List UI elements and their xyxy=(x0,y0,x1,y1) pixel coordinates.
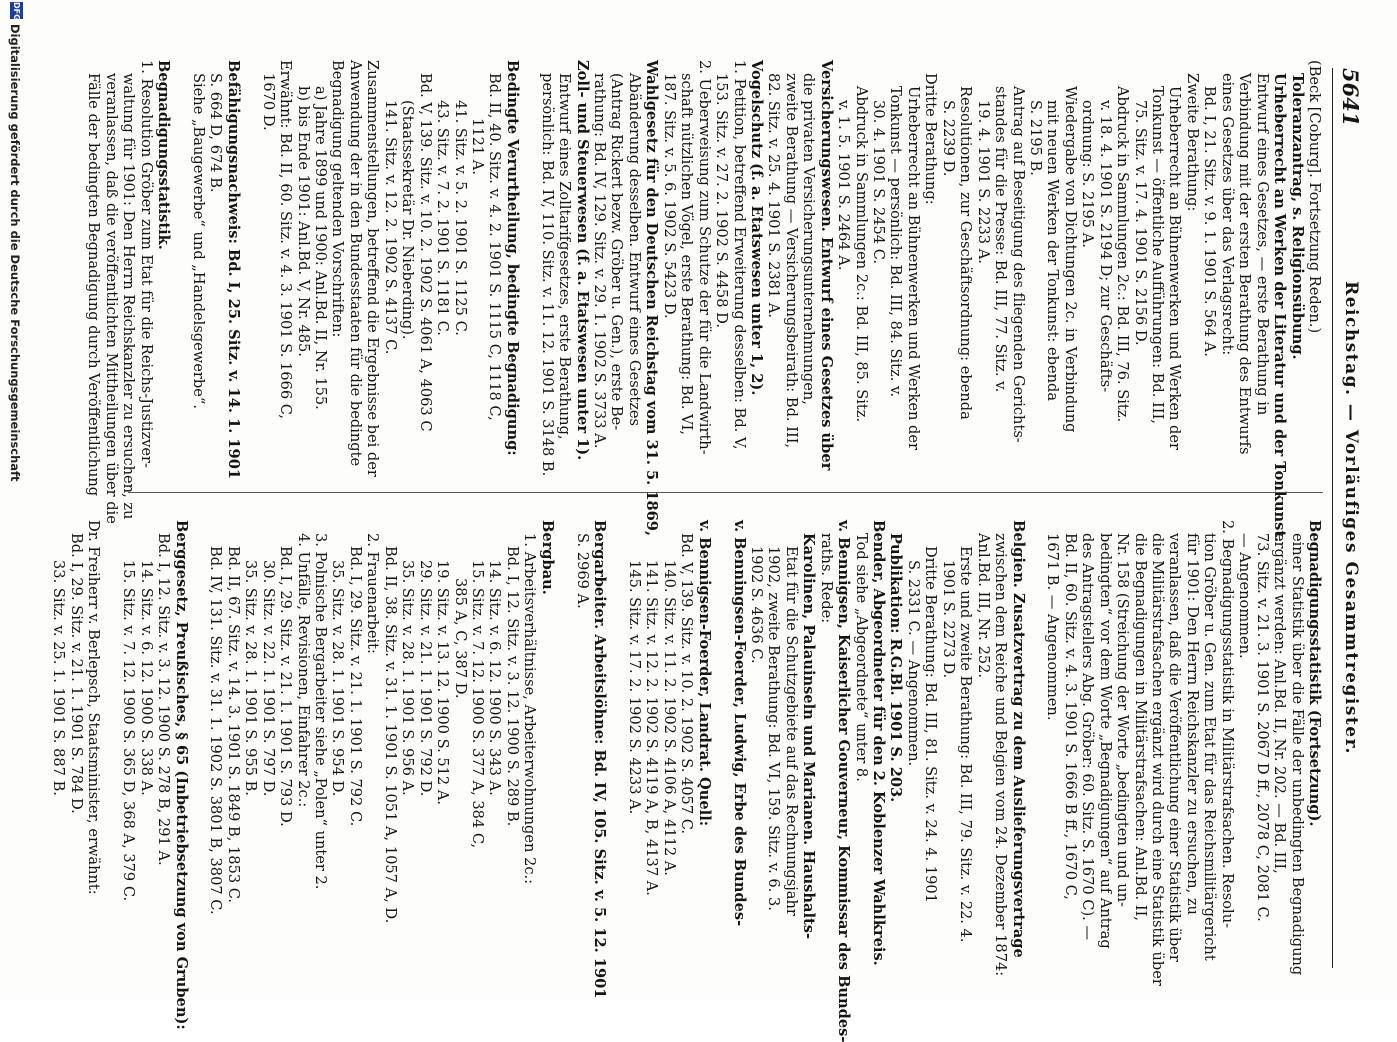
register-line: 15. Sitz. v. 7. 12. 1900 S. 377 A, 384 C, xyxy=(469,560,486,849)
right-column xyxy=(50,520,1323,1042)
register-line: Begnadigungsstatistik. xyxy=(155,60,173,250)
register-line: Dritte Berathung: Bd. III, 81. Sitz. v. 24. 4. 1901 xyxy=(922,546,940,903)
register-line: 29. Sitz. v. 21. 1. 1901 S. 792 D. xyxy=(416,560,434,797)
register-line: 15. Sitz. v. 7. 12. 1900 S. 365 D, 368 A, 379 C. xyxy=(120,560,138,902)
register-line xyxy=(190,520,207,945)
register-line: Abdruck in Sammlungen 2c.: Bd. III, 85. Sitz. xyxy=(852,86,870,423)
register-line: für 1901: Den Herrn Reichskanzler zu ersuchen, zu xyxy=(1183,533,1201,915)
register-line: Bd. II, 38. Sitz. v. 31. 1. 1901 S. 1051 A, 1057 A, D. xyxy=(381,546,399,924)
register-line: 1901 S. 2273 D. xyxy=(939,560,957,679)
register-line: 35. Sitz. v. 28. 1. 1901 S. 955 B. xyxy=(242,560,260,796)
register-line: S. 2969 A. xyxy=(573,533,591,609)
register-line: 73. Sitz. v. 21. 3. 1901 S. 2067 D ff., 2078 C, 2081 C. xyxy=(1253,533,1271,922)
register-line xyxy=(556,520,573,945)
register-line: Belgien. Zusatzvertrag zu dem Auslieferungsvertrage xyxy=(1009,520,1027,958)
register-line: zweite Berathung — Versicherungsbeirath: Bd. III, xyxy=(782,73,800,449)
register-line: 145. Sitz. v. 17. 2. 1902 S. 4233 A. xyxy=(625,560,643,815)
register-line: (Staatssekretär Dr. Nieberding). xyxy=(399,100,417,340)
register-line: 1902, zweite Berathung: Bd. VI, 159. Sitz. v. 6. 3. xyxy=(765,546,783,911)
register-line: v. 18. 4. 1901 S. 2194 D; zur Geschäfts- xyxy=(1096,100,1114,393)
register-line: veranlassen, daß die Veröffentlichung einer Statistik über xyxy=(1166,533,1184,962)
register-line xyxy=(521,60,538,485)
register-line: 1. Arbeitsverhältnisse, Arbeiterwohnungen 2c.: xyxy=(521,533,539,885)
register-line: Publikation: R.G.Bl. 1901 S. 203. xyxy=(887,533,905,803)
register-line: Antrag auf Beseitigung des fliegenden Gerichts- xyxy=(1009,86,1027,443)
register-line xyxy=(608,520,625,945)
register-line: Erwähnt: Bd. II, 60. Sitz. v. 4. 3. 1901 S. 1666 C, xyxy=(277,60,295,420)
register-line: die privaten Versicherungsunternehmungen, xyxy=(800,73,818,405)
register-line: 1902 S. 4636 C. xyxy=(748,546,765,664)
register-line: rathung: Bd. IV, 129. Sitz. v. 29. 1. 1902 S. 3733 A. xyxy=(591,73,609,449)
register-line: Nr. 158 (Streichung der Worte „bedingten und un- xyxy=(1114,533,1132,907)
register-line: schaft nützlichen Vögel, erste Berathung: Bd. VI, xyxy=(678,73,696,436)
register-line: 2. Ueberweisung zum Schutze der für die Landwirth- xyxy=(695,60,713,455)
register-line: b) bis Ende 1901: Anl.Bd. V, Nr. 485. xyxy=(294,86,312,357)
register-line: Dr. Freiherr v. Berlepsch, Staatsminister, erwähnt: xyxy=(85,520,103,895)
register-line xyxy=(1027,520,1044,945)
footer-credit: Digitalisierung gefördert durch die Deutsche Forschungsgemeinschaft xyxy=(8,24,22,482)
register-line: Bd. II, 67. Sitz. v. 14. 3. 1901 S. 1849 B, 1853 C. xyxy=(224,546,242,904)
register-line: v. Bennigsen-Foerder, Landrat. Quell: xyxy=(695,520,713,827)
register-line: Anwendung der in den Bundesstaaten für die bedingte xyxy=(346,60,364,467)
register-line: Tod siehe „Abgeordnete“ unter 8. xyxy=(852,533,870,782)
register-line: Entwurf eines Gesetzes, — erste Berathung in xyxy=(1253,73,1271,416)
footer xyxy=(3,0,27,1000)
register-line: (Beck [Coburg]. Fortsetzung Reden.) xyxy=(1306,60,1323,334)
register-line: Resolutionen, zur Geschäftsordnung: ebenda xyxy=(957,86,975,420)
register-line: Tonkunst — öffentliche Aufführungen: Bd. III, xyxy=(1149,86,1167,424)
register-line: 19. 4. 1901 S. 2233 A. xyxy=(974,100,992,264)
register-line: 2. Frauenarbeit: xyxy=(364,533,382,654)
register-line: Bd. II, 60. Sitz. v. 4. 3. 1901 S. 1666 B ff., 1670 C, xyxy=(1061,533,1079,900)
column-divider xyxy=(128,492,1323,493)
register-line: Bd. I, 29. Sitz. v. 21. 1. 1901 S. 793 D. xyxy=(277,546,295,827)
register-line: Begnadigungsstatistik (Fortsetzung). xyxy=(1306,520,1323,827)
register-line: Bergarbeiter. Arbeitslöhne: Bd. IV, 105. Sitz. v. 5. 12. 1901 xyxy=(591,520,609,999)
register-line: raths. Rede: xyxy=(817,533,835,624)
left-column xyxy=(85,60,1323,543)
register-line: 1121 A. xyxy=(469,118,486,175)
register-line: eines Gesetzes über das Verlagsrecht: xyxy=(1218,73,1236,356)
register-line: 187. Sitz. v. 5. 6. 1902 S. 5423 D. xyxy=(660,73,678,319)
register-line: 1. Petition, betreffend Erweiterung desselben: Bd. V, xyxy=(730,60,748,450)
register-line: S. 664 D, 674 B. xyxy=(207,73,225,193)
register-line: mit neuen Werken der Tonkunst: ebenda xyxy=(1044,100,1062,402)
register-line: — Angenommen. xyxy=(1236,533,1254,659)
register-line: Verbindung mit der ersten Berathung des Entwurfs xyxy=(1236,73,1254,455)
register-line: bedingten“ vor dem Worte „Begnadigungen“ auf Antrag xyxy=(1096,533,1114,949)
register-line: Zoll- und Steuerwesen (f. a. Etatswesen unter 1). xyxy=(573,60,591,461)
register-line: Urheberrecht an Werken der Literatur und der Tonkunst. xyxy=(1271,73,1289,543)
register-line: einer Statistik über die Fälle der unbedingten Begnadigung xyxy=(1288,533,1306,976)
register-line: 82. Sitz. v. 25. 4. 1901 S. 2381 A. xyxy=(765,73,783,319)
register-line: Bender, Abgeordneter für den 2. Koblenzer Wahlkreis. xyxy=(870,520,888,966)
register-line: Bd. V, 139. Sitz. v. 10. 2. 1902 S. 4057 C. xyxy=(678,533,696,835)
register-line: 141. Sitz. v. 12. 2. 1902 S. 4137 C. xyxy=(381,100,399,355)
register-line: v. Bennigsen, Kaiserlicher Gouverneur, Kommissar des Bundes- xyxy=(835,520,853,1042)
register-line: veranlassen, daß die veröffentlichten Mittheilungen über die xyxy=(102,73,120,524)
register-line: Berggesetz, Preußisches, § 65 (Inbetriebsetzung von Gruben): xyxy=(172,520,190,1030)
register-line: Erste und zweite Berathung: Bd. III, 79. Sitz. v. 22. 4. xyxy=(957,546,975,943)
register-line: Wahlgesetz für den Deutschen Reichstag vom 31. 5. 1869, xyxy=(643,60,661,537)
register-line: Bd. I, 12. Sitz. v. 3. 12. 1900 S. 278 B, 291 A. xyxy=(155,533,173,866)
register-line: Bedingte Verurtheilung, bedingte Begnadigung: xyxy=(503,60,521,456)
register-line: standes für die Presse: Bd. III, 77. Sitz. v. xyxy=(992,86,1010,393)
register-line: 75. Sitz. v. 17. 4. 1901 S. 2156 D. xyxy=(1131,100,1149,346)
register-line: Entwurf eines Zolltarifgesetzes, erste Berathung, xyxy=(556,73,574,440)
register-line: ergänzt werden: Anl.Bd. II, Nr. 202. — Bd. III, xyxy=(1271,533,1289,874)
register-line: Urheberrecht an Bühnenwerken und Werken der xyxy=(1166,86,1184,450)
register-line: S. 2195 B. xyxy=(1027,100,1044,176)
register-line: Abdruck in Sammlungen 2c.: Bd. III, 76. Sitz. xyxy=(1114,86,1132,423)
register-line: Bd. I, 29. Sitz. v. 21. 1. 1901 S. 784 D. xyxy=(67,533,85,814)
page-header xyxy=(1332,68,1367,968)
register-line: v. 1. 5. 1901 S. 2464 A. xyxy=(835,100,853,271)
register-line: die Militärstrafsachen ergänzt wird durch eine Statistik über xyxy=(1149,533,1167,986)
register-line: Begnadigung geltenden Vorschriften: xyxy=(329,60,347,338)
dfg-logo-icon: DFG xyxy=(12,2,21,21)
register-line: v. Benningsen-Foerder, Ludwig, Erbe des Bundes- xyxy=(730,520,748,927)
register-line: Bd. I, 21. Sitz. v. 9. 1. 1901 S. 564 A. xyxy=(1201,86,1219,357)
register-line: Zweite Berathung: xyxy=(1183,73,1201,212)
register-line: 14. Sitz. v. 6. 12. 1900 S. 338 A. xyxy=(137,560,155,796)
register-line: Wiedergabe von Dichtungen 2c. in Verbindung xyxy=(1061,86,1079,433)
register-line: 35. Sitz. v. 28. 1. 1901 S. 954 D. xyxy=(329,560,347,797)
register-line: Befähigungsnachweis: Bd. I, 25. Sitz. v. 14. 1. 1901 xyxy=(224,60,242,479)
register-line: 1. Resolution Gröber zum Etat für die Reichs-Justizver- xyxy=(137,60,155,468)
register-line: Abänderung desselben. Entwurf eines Gesetzes xyxy=(625,73,643,427)
register-line xyxy=(713,520,730,945)
register-line: 3. Polnische Bergarbeiter siehe „Polen“ unter 2. xyxy=(312,533,330,890)
register-line: a) Jahre 1899 und 1900: Anl.Bd. II, Nr. 155. xyxy=(312,86,330,410)
register-line: zwischen dem Reiche und Belgien vom 24. Dezember 1874: xyxy=(992,533,1010,977)
register-line: Urheberrecht an Bühnenwerken und Werken der xyxy=(904,86,922,450)
register-line: ordnung: S. 2195 A. xyxy=(1079,100,1097,248)
register-line: tion Gröber u. Gen. zum Etat für das Reichsmilitärgericht xyxy=(1201,533,1219,961)
register-line: 30. 4. 1901 S. 2454 C. xyxy=(870,100,888,265)
register-line: waltung für 1901: Den Herrn Reichskanzler zu ersuchen, zu xyxy=(120,73,138,520)
register-line: S. 2331 C. — Angenommen. xyxy=(904,560,922,767)
register-line: 14. Sitz. v. 6. 12. 1900 S. 343 A. xyxy=(486,560,504,796)
register-line: des Antragstellers Abg. Gröber: 60. Sitz. S. 1670 C). — xyxy=(1079,533,1097,941)
register-line: 30. Sitz. v. 22. 1. 1901 S. 797 D. xyxy=(259,560,277,797)
register-line: Bd. I, 12. Sitz. v. 3. 12. 1900 S. 289 B. xyxy=(503,546,521,827)
register-line: Etat für die Schutzgebiete auf das Rechnungsjahr xyxy=(782,546,800,916)
register-line: 43. Sitz. v. 7. 2. 1901 S. 1181 C. xyxy=(434,100,452,336)
register-line: Anl.Bd. III, Nr. 252. xyxy=(974,533,992,679)
register-line: Toleranzantrag, s. Religionsübung. xyxy=(1288,73,1306,360)
register-line: die Begnadigungen in Militärstrafsachen: Anl.Bd. II, xyxy=(1131,533,1149,921)
register-line: 153. Sitz. v. 27. 2. 1902 S. 4458 D. xyxy=(713,73,731,328)
register-line: Karolinen, Palauinseln und Marianen. Haushalts- xyxy=(800,533,818,940)
register-line: 19. Sitz. v. 13. 12. 1900 S. 512 A. xyxy=(434,560,452,806)
register-line: Bd. V, 139. Sitz. v. 10. 2. 1902 S. 4061 A, 4063 C xyxy=(416,73,434,432)
register-line: 385 A, C, 387 D. xyxy=(451,578,469,699)
register-line: 1670 D. xyxy=(259,73,277,131)
register-line: 140. Sitz. v. 11. 2. 1902 S. 4106 A, 4112 A. xyxy=(660,560,678,876)
register-line: persönlich: Bd. IV, 110. Sitz. v. 11. 12. 1901 S. 3148 B. xyxy=(538,73,556,477)
page-number: 5641 xyxy=(1338,68,1363,127)
register-line: Versicherungswesen. Entwurf eines Gesetzes über xyxy=(817,60,835,471)
register-line xyxy=(172,60,189,485)
register-line: Bd. IV, 131. Sitz. v. 31. 1. 1902 S. 3801 B, 3807 C. xyxy=(207,546,225,915)
register-line: Bd. II, 40. Sitz. v. 4. 2. 1901 S. 1115 C, 1118 C, xyxy=(486,73,504,421)
register-line: (Antrag Rickert bezw. Gröber u. Gen.), erste Be- xyxy=(608,73,626,431)
running-title: Reichstag. — Vorläufiges Gesammtregister. xyxy=(1341,281,1361,755)
register-line: Bergbau. xyxy=(538,520,556,595)
register-line: 33. Sitz. v. 25. 1. 1901 S. 887 B. xyxy=(50,560,68,796)
register-line: 1671 B. — Angenommen. xyxy=(1044,533,1062,721)
register-line: 4. Unfälle, Revisionen, Einfahrer 2c.: xyxy=(294,533,312,808)
register-line: 2. Begnadigungsstatistik in Militärstrafsachen. Resolu- xyxy=(1218,520,1236,929)
register-line: 41. Sitz. v. 5. 2. 1901 S. 1125 C. xyxy=(451,100,469,336)
register-line: 35. Sitz. v. 28. 1. 1901 S. 956 A. xyxy=(399,560,417,796)
register-line xyxy=(242,60,259,485)
register-line: Vogelschutz (f. a. Etatswesen unter 1, 2). xyxy=(748,60,765,396)
register-line xyxy=(102,520,119,945)
register-line: Bd. I, 29. Sitz. v. 21. 1. 1901 S. 792 C. xyxy=(346,546,364,827)
register-line: Tonkunst — persönlich: Bd. III, 84. Sitz. v. xyxy=(887,86,905,398)
register-line: S. 2239 D. xyxy=(939,100,957,177)
register-line: Zusammenstellungen, betreffend die Ergebnisse bei der xyxy=(364,60,382,477)
register-line: Fälle der bedingten Begnadigung durch Veröffentlichung xyxy=(85,73,103,497)
register-line: 141. Sitz. v. 12. 2. 1902 S. 4119 A, B, 4137 A. xyxy=(643,560,661,896)
register-line: Dritte Berathung: xyxy=(922,73,940,205)
register-line: Siehe „Baugewerbe“ und „Handelsgewerbe“. xyxy=(190,73,207,409)
